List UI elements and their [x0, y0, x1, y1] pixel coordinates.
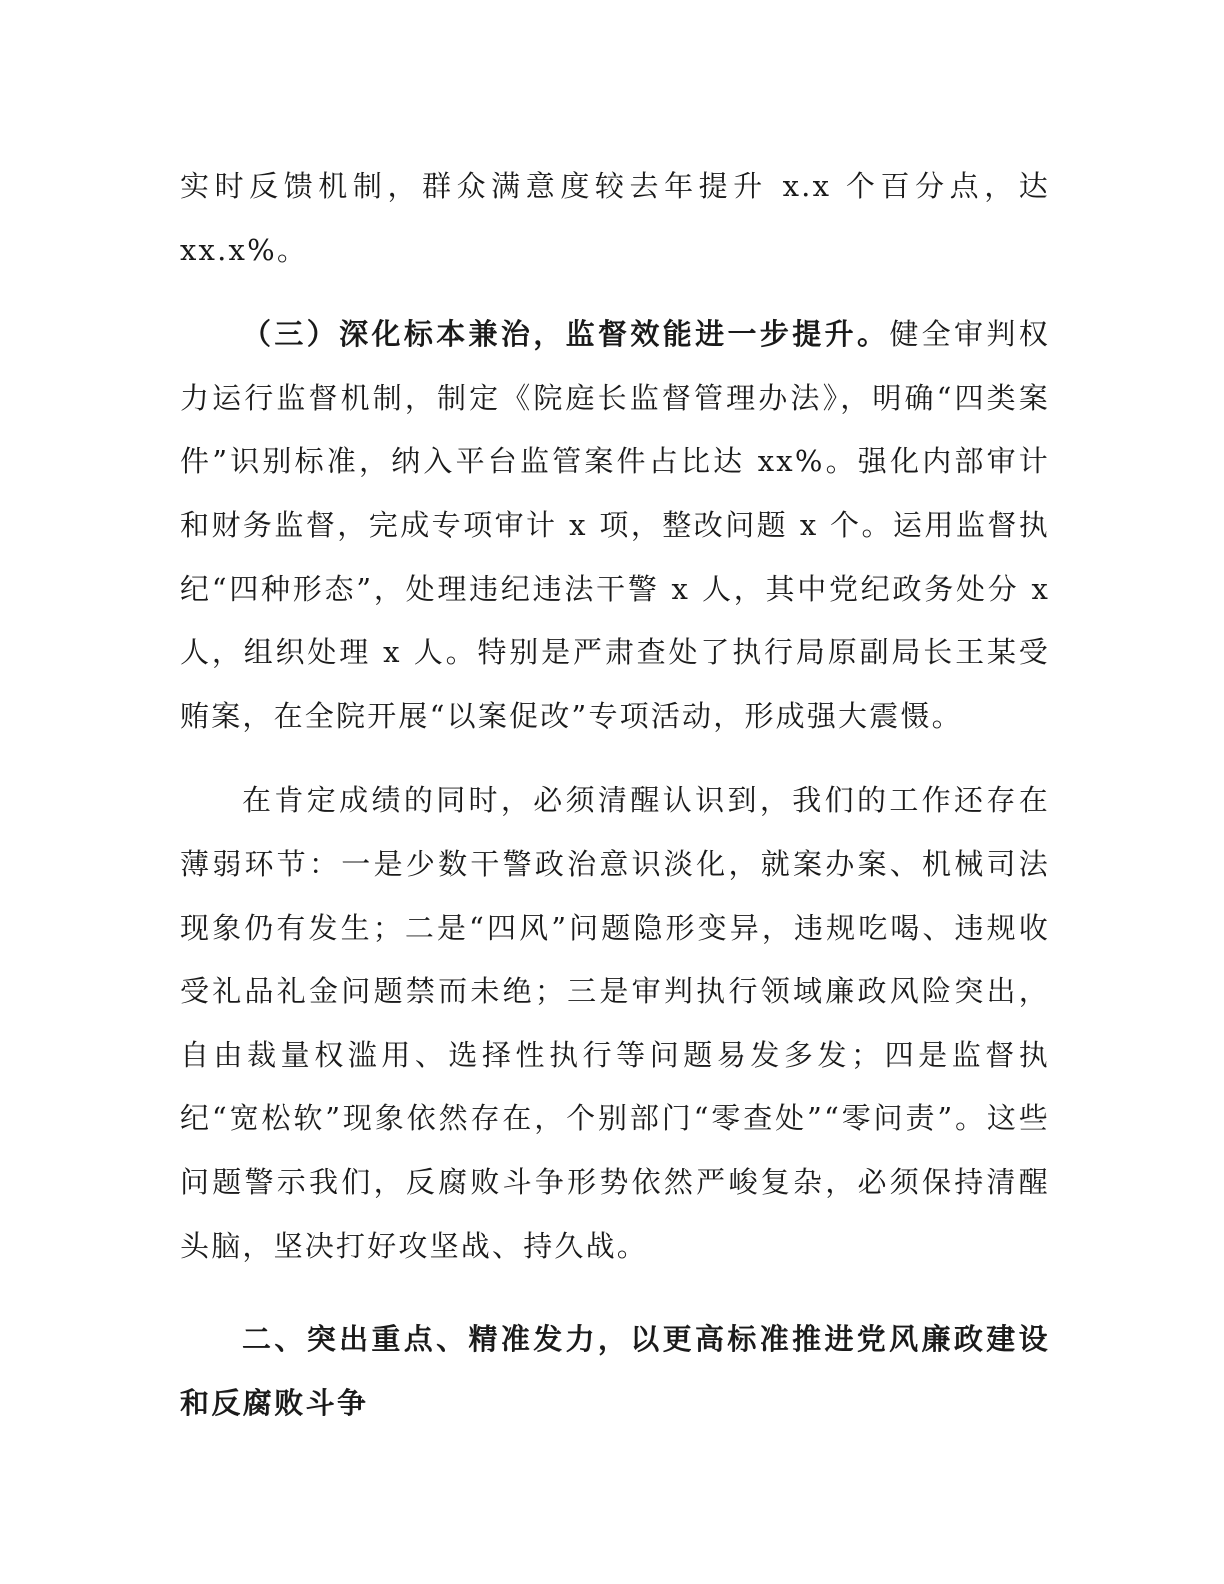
paragraph-weaknesses	[180, 769, 1050, 1278]
paragraph-satisfaction	[180, 155, 1050, 282]
section-lead: （三）深化标本兼治，监督效能进一步提升。	[242, 317, 890, 352]
heading-text: 二、突出重点、精准发力，以更高标准推进党风廉政建设和反腐败斗争	[180, 1322, 1050, 1420]
paragraph-text: 在肯定成绩的同时，必须清醒认识到，我们的工作还存在薄弱环节：一是少数干警政治意识淡化，就案办案、机械司法现象仍有发生；二是“四风”问题隐形变异，违规吃喝、违规收受礼品礼金问题禁而未绝；三是审判执行领域廉政风险突出，自由裁量权滥用、选择性执行等问题易发多发；四是监督执纪“宽松软”现象依然存在，个别部门“零查处”“零问责”。这些问题警示我们，反腐败斗争形势依然严峻复杂，必须保持清醒头脑，坚决打好攻坚战、持久战。	[180, 783, 1050, 1263]
document-page	[180, 155, 1050, 1435]
section-heading	[180, 1308, 1050, 1435]
paragraph-text: 实时反馈机制，群众满意度较去年提升 x.x 个百分点，达 xx.x%。	[180, 169, 1050, 267]
paragraph-text: 健全审判权力运行监督机制，制定《院庭长监督管理办法》，明确“四类案件”识别标准，纳入平台监管案件占比达 xx%。强化内部审计和财务监督，完成专项审计 x 项，整改问题 x 个。运用监督执纪“四种形态”，处理违纪违法干警 x 人，其中党纪政务处分 x 人，组织处理 x 人。特别是严肃查处了执行局原副局长王某受贿案，在全院开展“以案促改”专项活动，形成强大震慑。	[180, 317, 1050, 733]
paragraph-supervision	[180, 303, 1050, 748]
